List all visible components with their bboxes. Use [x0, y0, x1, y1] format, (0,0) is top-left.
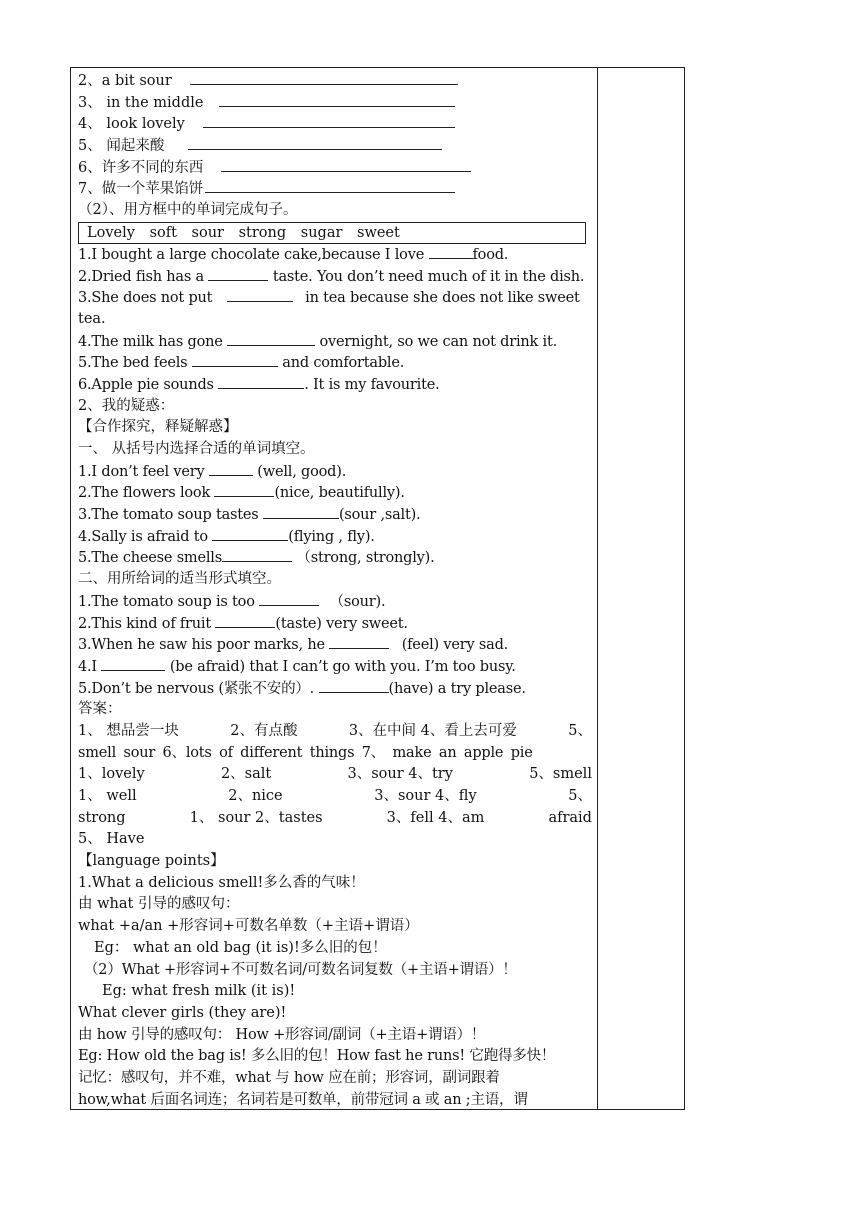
note-line: （2）What +形容词+不可数名词/可数名词复数（+主语+谓语）！: [84, 961, 517, 978]
phrase-item: 2、a bit sour: [78, 70, 592, 92]
note-line: Eg: How old the bag is! 多么旧的包！How fast he runs! 它跑得多快！: [78, 1048, 556, 1065]
column-divider: [597, 67, 598, 1110]
choice-item: 3.The tomato soup tastes (sour ,salt).: [78, 504, 592, 526]
note-line: Eg: what fresh milk (it is)!: [102, 983, 296, 1000]
form-item: 3.When he saw his poor marks, he (feel) very sad.: [78, 634, 592, 656]
note-line: what +a/an +形容词+可数名单数（+主语+谓语）: [78, 918, 419, 935]
phrase-item: 5、 闻起来酸: [78, 135, 592, 157]
form-item: 5.Don’t be nervous (紧张不安的）. (have) a try please.: [78, 678, 592, 700]
section-heading: 【合作探究，释疑解惑】: [78, 419, 238, 436]
word-box: Lovely soft sour strong sugar sweet: [78, 222, 586, 244]
sentence-item: 3.She does not put in tea because she does not like sweet: [78, 287, 592, 309]
answer-row: smell sour 6、lots of different things 7、 make an apple pie: [78, 744, 533, 761]
worksheet-content: [78, 70, 592, 1111]
sentence-item: 4.The milk has gone overnight, so we can not drink it.: [78, 331, 592, 353]
answer-heading: 答案：: [78, 701, 122, 718]
phrase-item: 7、做一个苹果馅饼: [78, 178, 592, 200]
form-item: 4.I (be afraid) that I can’t go with you. I’m too busy.: [78, 656, 592, 678]
answer-row: strong 1、 sour 2、tastes 3、fell 4、am afraid: [78, 809, 592, 826]
answer-row: 5、 Have: [78, 831, 145, 848]
note-line: 由 what 引导的感叹句：: [78, 896, 240, 913]
note-line: 1.What a delicious smell!多么香的气味！: [78, 874, 365, 891]
choice-item: 2.The flowers look (nice, beautifully).: [78, 482, 592, 504]
doubt-heading: 2、我的疑惑：: [78, 397, 175, 414]
section-instruction: （2）、用方框中的单词完成句子。: [78, 202, 298, 219]
sentence-item: 6.Apple pie sounds . It is my favourite.: [78, 374, 592, 396]
sentence-item: 5.The bed feels and comfortable.: [78, 352, 592, 374]
sentence-item: tea.: [78, 310, 106, 327]
answer-row: 1、 well 2、nice 3、sour 4、fly 5、: [78, 788, 592, 804]
note-line: 由 how 引导的感叹句： How +形容词/副词（+主语+谓语）！: [78, 1026, 486, 1043]
sentence-item: 2.Dried fish has a taste. You don’t need much of it in the dish.: [78, 266, 592, 288]
phrase-item: 4、 look lovely: [78, 113, 592, 135]
phrase-item: 3、 in the middle: [78, 92, 592, 114]
note-line: 记忆：感叹句，并不难，what 与 how 应在前；形容词，副词跟着: [78, 1069, 500, 1086]
section-heading: 【language points】: [78, 853, 225, 870]
choice-item: 1.I don’t feel very (well, good).: [78, 461, 592, 483]
note-line: how,what 后面名词连；名词若是可数单，前带冠词 a 或 an ;主语，谓: [78, 1091, 528, 1108]
form-item: 2.This kind of fruit (taste) very sweet.: [78, 613, 592, 635]
section-instruction: 二、用所给词的适当形式填空。: [78, 571, 281, 588]
sentence-item: 1.I bought a large chocolate cake,because I love food.: [78, 244, 592, 266]
note-line: What clever girls (they are)!: [78, 1004, 287, 1021]
section-instruction: 一、 从括号内选择合适的单词填空。: [78, 441, 315, 457]
form-item: 1.The tomato soup is too （sour).: [78, 591, 592, 613]
choice-item: 5.The cheese smells （strong, strongly).: [78, 547, 592, 569]
note-line: Eg： what an old bag (it is)!多么旧的包！: [94, 939, 387, 956]
choice-item: 4.Sally is afraid to (flying , fly).: [78, 526, 592, 548]
answer-row: 1、 想品尝一块 2、有点酸 3、在中间 4、看上去可爱 5、: [78, 722, 592, 739]
answer-row: 1、lovely 2、salt 3、sour 4、try 5、smell: [78, 766, 592, 783]
phrase-item: 6、许多不同的东西: [78, 157, 592, 179]
